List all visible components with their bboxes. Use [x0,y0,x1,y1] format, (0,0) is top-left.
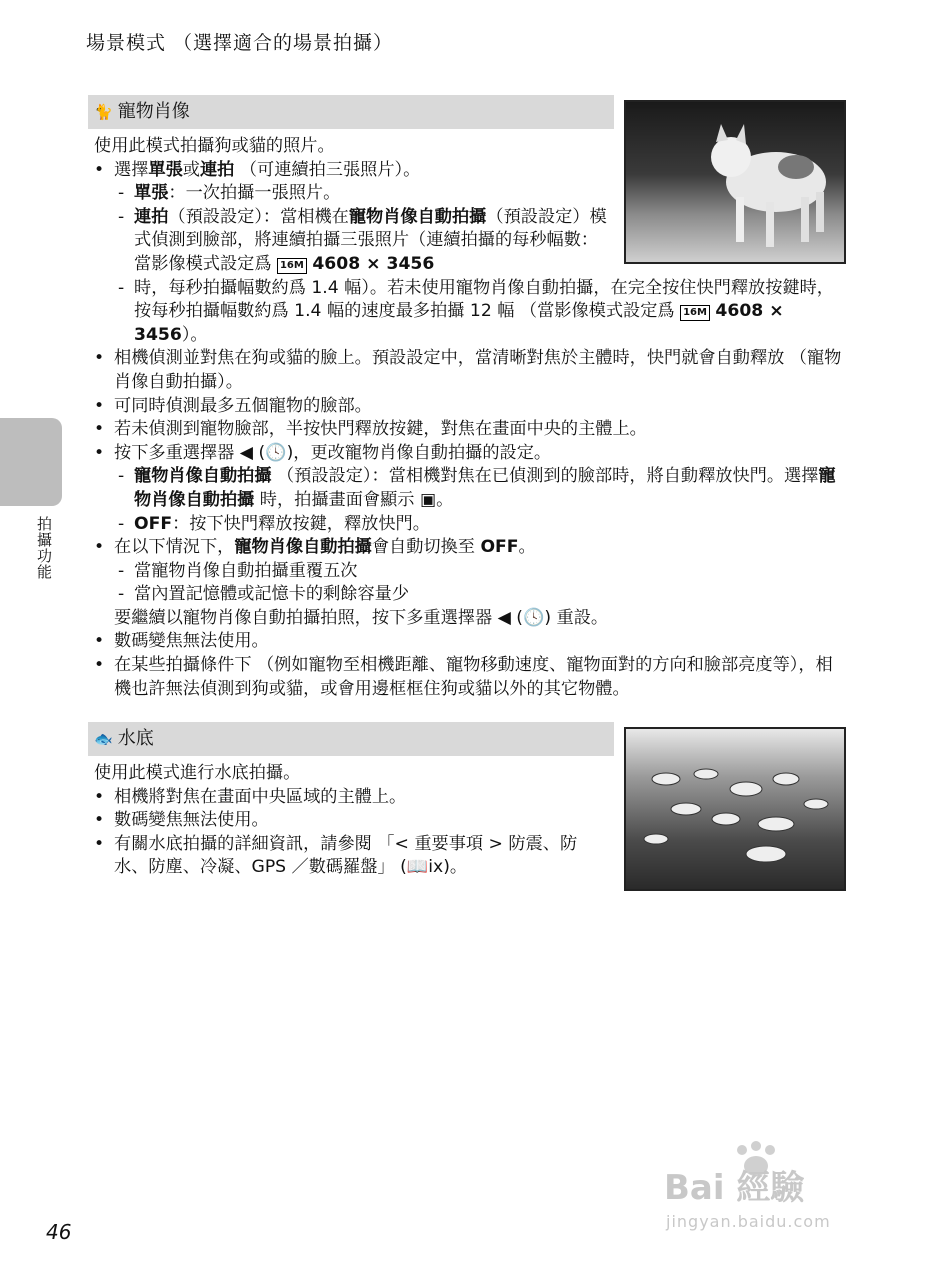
pet-intro: 使用此模式拍攝狗或貓的照片。 [94,136,335,156]
underwater-title: 水底 [117,728,154,749]
watermark-logo: Bai 經驗 [664,1168,805,1208]
list-item: • 在以下情況下，寵物肖像自動拍攝會自動切換至 OFF。 - 當寵物肖像自動拍攝重覆五次 - 當內置記憶體或記憶卡的剩餘容量少 要繼續以寵物肖像自動拍攝拍照，按下多重選擇器 ◀ (🕓) 重設。 [114,536,848,630]
page-number: 46 [46,1220,72,1244]
cat-photo [624,100,846,264]
pet-portrait-title: 寵物肖像 [117,101,190,122]
list-item: • 可同時偵測最多五個寵物的臉部。 [114,395,848,419]
list-item: • 數碼變焦無法使用。 [114,630,848,654]
list-item: - OFF：按下快門釋放按鍵，釋放快門。 [134,513,848,537]
image-mode-icon: 16M [277,258,307,274]
list-item: • 若未偵測到寵物臉部，半按快門釋放按鍵，對焦在畫面中央的主體上。 [114,418,848,442]
side-tab-label: 拍攝功能 [35,516,53,580]
list-item: • 相機將對焦在畫面中央區域的主體上。 [114,786,594,810]
image-mode-icon: 16M [680,305,710,321]
watermark-url: jingyan.baidu.com [666,1212,831,1231]
list-item: • 數碼變焦無法使用。 [114,809,594,833]
list-item: • 相機偵測並對焦在狗或貓的臉上。預設設定中，當清晰對焦於主體時，快門就會自動釋放 （寵物肖像自動拍攝）。 [114,347,848,394]
side-tab [0,418,62,506]
list-item: - 當寵物肖像自動拍攝重覆五次 [134,560,848,584]
fish-photo [624,727,846,891]
underwater-heading [88,722,614,756]
list-item-continued: - 時，每秒拍攝幅數約爲 1.4 幅）。若未使用寵物肖像自動拍攝，在完全按住快門釋放按鍵時，按每秒拍攝幅數約爲 1.4 幅的速度最多拍攝 12 幅 （當影像模式設定爲 16M 4608 × 3456）。 [134,277,848,348]
list-item: - 當內置記憶體或記憶卡的剩餘容量少 [134,583,848,607]
pet-icon: 🐈 [94,103,113,121]
list-item: • 按下多重選擇器 ◀ (🕓)，更改寵物肖像自動拍攝的設定。 - 寵物肖像自動拍攝 （預設設定）：當相機對焦在已偵測到的臉部時，將自動釋放快門。選擇寵物肖像自動拍攝 時，拍攝畫面會顯示 ▣。 - OFF：按下快門釋放按鍵，釋放快門。 [114,442,848,536]
list-item: - 連拍（預設設定）：當相機在寵物肖像自動拍攝（預設設定）模式偵測到臉部，將連續拍攝三張照片（連續拍攝的每秒幅數：當影像模式設定爲 16M 4608 × 3456 [134,206,609,277]
list-item: • 在某些拍攝條件下 （例如寵物至相機距離、寵物移動速度、寵物面對的方向和臉部亮度等），相機也許無法偵測到狗或貓，或會用邊框框住狗或貓以外的其它物體。 [114,654,848,701]
list-item: • 選擇單張或連拍 （可連續拍三張照片）。 - 單張：一次拍攝一張照片。 - 連拍（預設設定）：當相機在寵物肖像自動拍攝（預設設定）模式偵測到臉部，將連續拍攝三張照片（連續拍攝的每秒幅數：當影像模式設定爲 16M 4608 × 3456 - 時，每秒拍攝幅數約爲 1.4 幅）。若未使用寵物肖像自動拍攝，在完全按住快門釋放按鍵時，按每秒拍攝幅數約爲 1.4 幅的速度最多拍攝 12 幅 （當影像模式設定爲 16M 4608 × 3456）。 [114,159,848,348]
list-item-note: 要繼續以寵物肖像自動拍攝拍照，按下多重選擇器 ◀ (🕓) 重設。 [114,607,609,628]
list-item: - 單張：一次拍攝一張照片。 [134,182,848,206]
page-header-title: 場景模式 （選擇適合的場景拍攝） [86,32,394,54]
pet-portrait-heading [88,95,614,129]
underwater-intro: 使用此模式進行水底拍攝。 [94,763,301,783]
underwater-icon: 🐟 [94,730,113,748]
list-item: • 有關水底拍攝的詳細資訊，請參閱 「< 重要事項 > 防震、防水、防塵、冷凝、GPS ／數碼羅盤」 (📖ix)。 [114,833,594,880]
list-item: - 寵物肖像自動拍攝 （預設設定）：當相機對焦在已偵測到的臉部時，將自動釋放快門。選擇寵物肖像自動拍攝 時，拍攝畫面會顯示 ▣。 [134,465,848,512]
